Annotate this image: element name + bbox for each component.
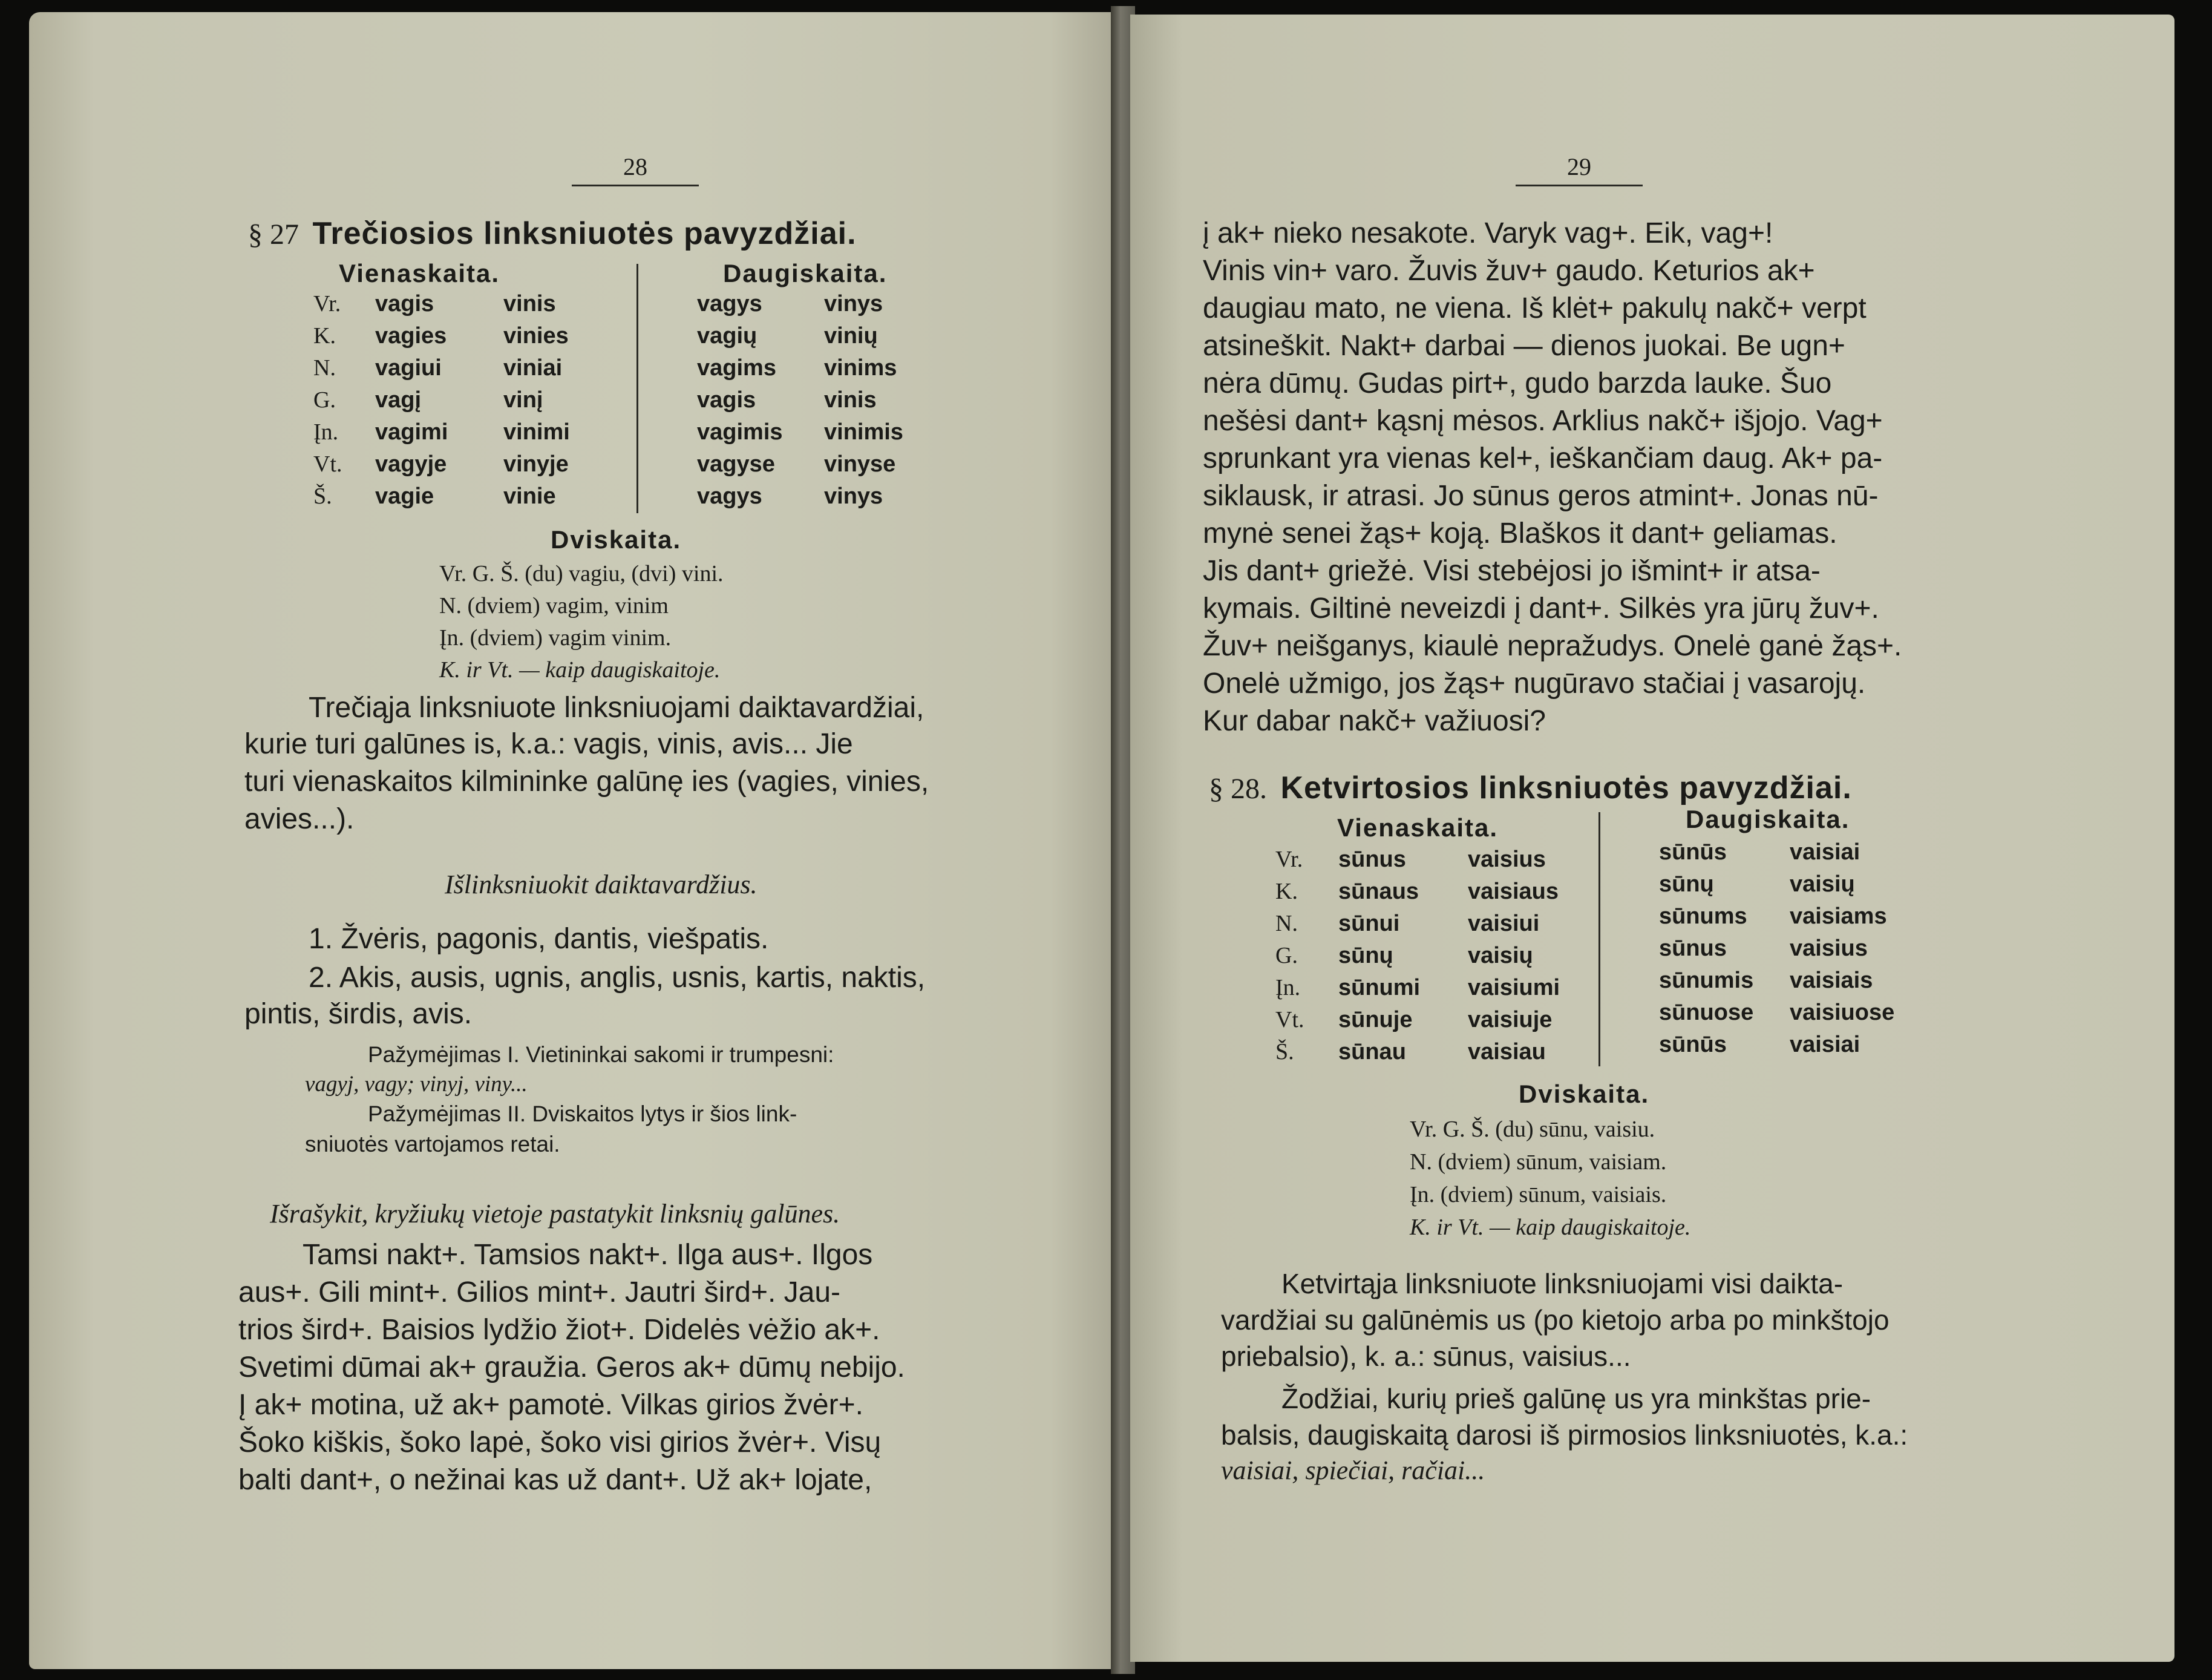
dual-line: Vr. G. Š. (du) sūnu, vaisiu. bbox=[1410, 1117, 1655, 1142]
exercise-continuation-line: sprunkant yra vienas kel+, ieškančiam daug. Ak+ pa- bbox=[1203, 442, 1883, 474]
exercise-2-line: aus+. Gili mint+. Gilios mint+. Jautri šird+. Jau- bbox=[238, 1276, 841, 1308]
exercise-continuation-line: Žuv+ neišganys, kiaulė nepražudys. Onelė ganė žąs+. bbox=[1203, 630, 1902, 662]
section-title: Trečiosios linksniuotės pavyzdžiai. bbox=[312, 216, 857, 251]
case-labels: Vr. K. N. G. Įn. Vt. Š. bbox=[313, 291, 342, 509]
note-line: sniuotės vartojamos retai. bbox=[305, 1132, 560, 1157]
exercise-2-line: Tamsi nakt+. Tamsios nakt+. Ilga aus+. Ilgos bbox=[303, 1239, 873, 1271]
rule-paragraph-line: vardžiai su galūnėmis us (po kietojo arba po minkštojo bbox=[1221, 1304, 1890, 1336]
exercise-continuation-line: Kur dabar nakč+ važiuosi? bbox=[1203, 705, 1546, 737]
dual-line: Vr. G. Š. (du) vagiu, (dvi) vini. bbox=[439, 561, 724, 586]
dual-line: Įn. (dviem) vagim vinim. bbox=[439, 625, 672, 651]
exercise-continuation-line: mynė senei žąs+ koją. Blaškos it dant+ geliamas. bbox=[1203, 517, 1837, 550]
exercise-continuation-line: atsineškit. Nakt+ darbai — dienos juokai. Be ugn+ bbox=[1203, 330, 1845, 362]
section-title: Ketvirtosios linksniuotės pavyzdžiai. bbox=[1280, 770, 1852, 806]
dual-line: K. ir Vt. — kaip daugiskaitoje. bbox=[1410, 1215, 1691, 1240]
exercise-2-line: Šoko kiškis, šoko lapė, šoko visi girios žvėr+. Visų bbox=[238, 1426, 882, 1459]
singular-header: Vienaskaita. bbox=[1337, 813, 1499, 842]
page-number-right: 29 bbox=[1516, 153, 1643, 186]
section-27-heading bbox=[248, 215, 857, 252]
rule-paragraph-line: priebalsio), k. a.: sūnus, vaisius... bbox=[1221, 1340, 1631, 1372]
exercise-2-line: Į ak+ motina, už ak+ pamotė. Vilkas girios žvėr+. bbox=[238, 1389, 863, 1421]
rule-paragraph-line: kurie turi galūnes is, k.a.: vagis, vinis, avis... Jie bbox=[244, 728, 853, 760]
exercise-continuation-line: į ak+ nieko nesakote. Varyk vag+. Eik, vag+! bbox=[1203, 217, 1773, 249]
exercise-2-title: Išrašykit, kryžiukų vietoje pastatykit linksnių galūnes. bbox=[270, 1199, 840, 1229]
paragraph-line: balsis, daugiskaitą darosi iš pirmosios linksniuotės, k.a.: bbox=[1221, 1419, 1908, 1451]
singular-vagis-column: vagis vagies vagiui vagį vagimi vagyje vagie bbox=[375, 291, 448, 509]
note-line: Pažymėjimas I. Vietininkai sakomi ir trumpesni: bbox=[368, 1042, 834, 1067]
singular-vinis-column: vinis vinies viniai vinį vinimi vinyje vinie bbox=[503, 291, 570, 509]
case-labels: Vr. K. N. G. Įn. Vt. Š. bbox=[1275, 847, 1304, 1065]
exercise-continuation-line: nešėsi dant+ kąsnį mėsos. Arklius nakč+ išjojo. Vag+ bbox=[1203, 405, 1883, 437]
plural-header: Daugiskaita. bbox=[723, 259, 888, 287]
exercise-continuation-line: Onelė užmigo, jos žąs+ nugūravo stačiai į vasarojų. bbox=[1203, 668, 1866, 700]
singular-vaisius-column: vaisius vaisiaus vaisiui vaisių vaisiumi vaisiuje vaisiau bbox=[1468, 847, 1560, 1065]
exercise-1-title: Išlinksniuokit daiktavardžius. bbox=[445, 870, 758, 899]
exercise-continuation-line: nėra dūmų. Gudas pirt+, gudo barzda lauke. Šuo bbox=[1203, 367, 1832, 399]
exercise-2-line: Svetimi dūmai ak+ graužia. Geros ak+ dūmų nebijo. bbox=[238, 1351, 905, 1383]
paragraph-line: vaisiai, spiečiai, račiai... bbox=[1221, 1455, 1485, 1485]
section-number: § 28. bbox=[1209, 773, 1267, 805]
dual-header: Dviskaita. bbox=[551, 525, 682, 554]
exercise-continuation-line: siklausk, ir atrasi. Jo sūnus geros atmint+. Jonas nū- bbox=[1203, 480, 1879, 512]
exercise-continuation-line: daugiau mato, ne viena. Iš klėt+ pakulų nakč+ verpt bbox=[1203, 292, 1867, 324]
dual-line: N. (dviem) vagim, vinim bbox=[439, 593, 669, 619]
rule-paragraph-line: avies...). bbox=[244, 803, 355, 835]
dual-header: Dviskaita. bbox=[1519, 1080, 1650, 1108]
plural-sunus-column: sūnūs sūnų sūnums sūnus sūnumis sūnuose sūnūs bbox=[1659, 839, 1754, 1057]
dual-line: K. ir Vt. — kaip daugiskaitoje. bbox=[439, 657, 721, 683]
exercise-continuation-line: kymais. Giltinė neveizdi į dant+. Silkės yra jūrų žuv+. bbox=[1203, 592, 1879, 625]
exercise-continuation-line: Jis dant+ griežė. Visi stebėjosi jo išmint+ ir atsa- bbox=[1203, 555, 1821, 587]
exercise-1-item: 1. Žvėris, pagonis, dantis, viešpatis. bbox=[309, 923, 769, 955]
plural-vinis-column: vinys vinių vinims vinis vinimis vinyse vinys bbox=[824, 291, 903, 509]
table-divider bbox=[636, 264, 638, 513]
exercise-1-item: pintis, širdis, avis. bbox=[244, 998, 473, 1030]
singular-sunus-column: sūnus sūnaus sūnui sūnų sūnumi sūnuje sūnau bbox=[1338, 847, 1421, 1065]
singular-header: Vienaskaita. bbox=[339, 259, 500, 287]
exercise-continuation-line: Vinis vin+ varo. Žuvis žuv+ gaudo. Keturios ak+ bbox=[1203, 255, 1815, 287]
exercise-2-line: balti dant+, o nežinai kas už dant+. Už ak+ lojate, bbox=[238, 1464, 872, 1496]
rule-paragraph-line: Ketvirtąja linksniuote linksniuojami visi daikta- bbox=[1281, 1268, 1844, 1299]
note-line: Pažymėjimas II. Dviskaitos lytys ir šios link- bbox=[368, 1101, 797, 1126]
rule-paragraph-line: Trečiąja linksniuote linksniuojami daiktavardžiai, bbox=[309, 692, 924, 724]
paragraph-line: Žodžiai, kurių prieš galūnę us yra minkštas prie- bbox=[1281, 1383, 1871, 1414]
section-number: § 27 bbox=[248, 218, 299, 251]
page-number-left: 28 bbox=[572, 153, 699, 186]
table-divider bbox=[1598, 812, 1600, 1066]
plural-vaisius-column: vaisiai vaisių vaisiams vaisius vaisiais vaisiuose vaisiai bbox=[1790, 839, 1895, 1057]
note-line: vagyj, vagy; vinyj, viny... bbox=[305, 1072, 528, 1097]
dual-line: N. (dviem) sūnum, vaisiam. bbox=[1410, 1149, 1667, 1175]
exercise-1-item: 2. Akis, ausis, ugnis, anglis, usnis, kartis, naktis, bbox=[309, 962, 926, 994]
plural-header: Daugiskaita. bbox=[1686, 805, 1850, 833]
rule-paragraph-line: turi vienaskaitos kilmininke galūnę ies (vagies, vinies, bbox=[244, 766, 929, 798]
exercise-2-line: trios šird+. Baisios lydžio žiot+. Didelės vėžio ak+. bbox=[238, 1314, 880, 1346]
dual-line: Įn. (dviem) sūnum, vaisiais. bbox=[1410, 1182, 1667, 1207]
section-28-heading bbox=[1209, 770, 1852, 806]
plural-vagis-column: vagys vagių vagims vagis vagimis vagyse vagys bbox=[697, 291, 783, 509]
